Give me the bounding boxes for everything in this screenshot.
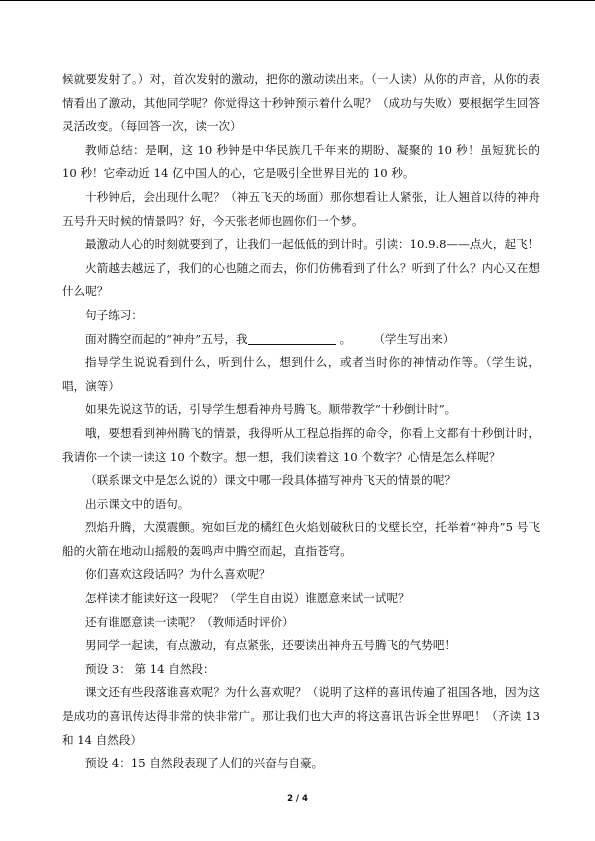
paragraph: 出示课文中的语句。 — [85, 496, 190, 511]
paragraph: 教师总结：是啊，这 10 秒钟是中华民族几千年来的期盼、凝聚的 10 秒！虽短犹长的 10 秒！它牵动近 14 亿中国人的心，它是吸引全世界目光的 10 秒。 — [62, 142, 540, 181]
paragraph: 候就要发射了。）对，首次发射的激动，把你的激动读出来。（一人读）从你的声音，从你的表情看出了激动，其他同学呢？你觉得这十秒钟预示着什么呢？（成功与失败）要根据学生回答灵活改变。（每回答一次，读一次） — [62, 72, 540, 134]
fill-sentence-end: 。 — [339, 331, 352, 346]
fill-in-sentence — [62, 328, 540, 352]
fill-sentence-text: 面对腾空而起的“神舟”五号，我 — [85, 331, 248, 346]
paragraph: 你们喜欢这段话吗？为什么喜欢呢？ — [85, 567, 271, 582]
document-body — [62, 68, 540, 776]
section-heading: 预设 3： 第 14 自然段： — [85, 661, 215, 676]
paragraph: 最激动人心的时刻就要到了，让我们一起低低的到计时。引读：10.9.8——点火，起飞！ — [85, 237, 540, 252]
paragraph: 指导学生说说看到什么，听到什么，想到什么，或者当时你的神情动作等。（学生说，唱，演等） — [62, 355, 540, 393]
paragraph: （联系课文中是怎么说的）课文中哪一段具体描写神舟飞天的情景的呢？ — [85, 473, 457, 488]
paragraph: 十秒钟后，会出现什么呢？（神五飞天的场面）那你想看让人紧张，让人翘首以待的神舟五号升天时候的情景吗？好，今天张老师也圆你们一个梦。 — [62, 189, 540, 228]
fill-sentence-note: （学生写出来） — [373, 331, 455, 346]
paragraph: 怎样读才能读好这一段呢？（学生自由说）谁愿意来试一试呢？ — [85, 591, 410, 606]
paragraph: 如果先说这节的话，引导学生想看神舟号腾飞。顺带教学“十秒倒计时”。 — [85, 402, 457, 417]
quoted-passage: 烈焰升腾，大漠震颤。宛如巨龙的橘红色火焰划破秋日的戈壁长空，托举着“神舟”5 号飞船的火箭在地动山摇般的轰鸣声中腾空而起，直指苍穹。 — [62, 520, 540, 558]
paragraph: 哦，要想看到神州腾飞的情景，我得听从工程总指挥的命令，你看上文都有十秒倒计时，我请你一个读一读这 10 个数字。想一想，我们读着这 10 个数字？心情是怎么样呢？ — [62, 425, 540, 464]
page-number: 2 / 4 — [287, 794, 308, 804]
paragraph: 男同学一起读，有点激动，有点紧张，还要读出神舟五号腾飞的气势吧！ — [85, 638, 457, 653]
section-heading: 预设 4：15 自然段表现了人们的兴奋与自豪。 — [85, 756, 324, 771]
paragraph: 还有谁愿意读一读呢？（教师适时评价） — [85, 614, 294, 629]
header-rule — [0, 0, 595, 1]
paragraph: 课文还有些段落谁喜欢呢？为什么喜欢呢？（说明了这样的喜讯传遍了祖国各地，因为这是成功的喜讯传达得非常的快非常广。那让我们也大声的将这喜讯告诉全世界吧！（齐读 13 和 14 自然段） — [62, 685, 540, 747]
paragraph: 火箭越去越远了，我们的心也随之而去，你们仿佛看到了什么？听到了什么？内心又在想什么呢？ — [62, 260, 540, 299]
fill-blank — [248, 332, 336, 345]
paragraph: 句子练习： — [85, 307, 143, 322]
